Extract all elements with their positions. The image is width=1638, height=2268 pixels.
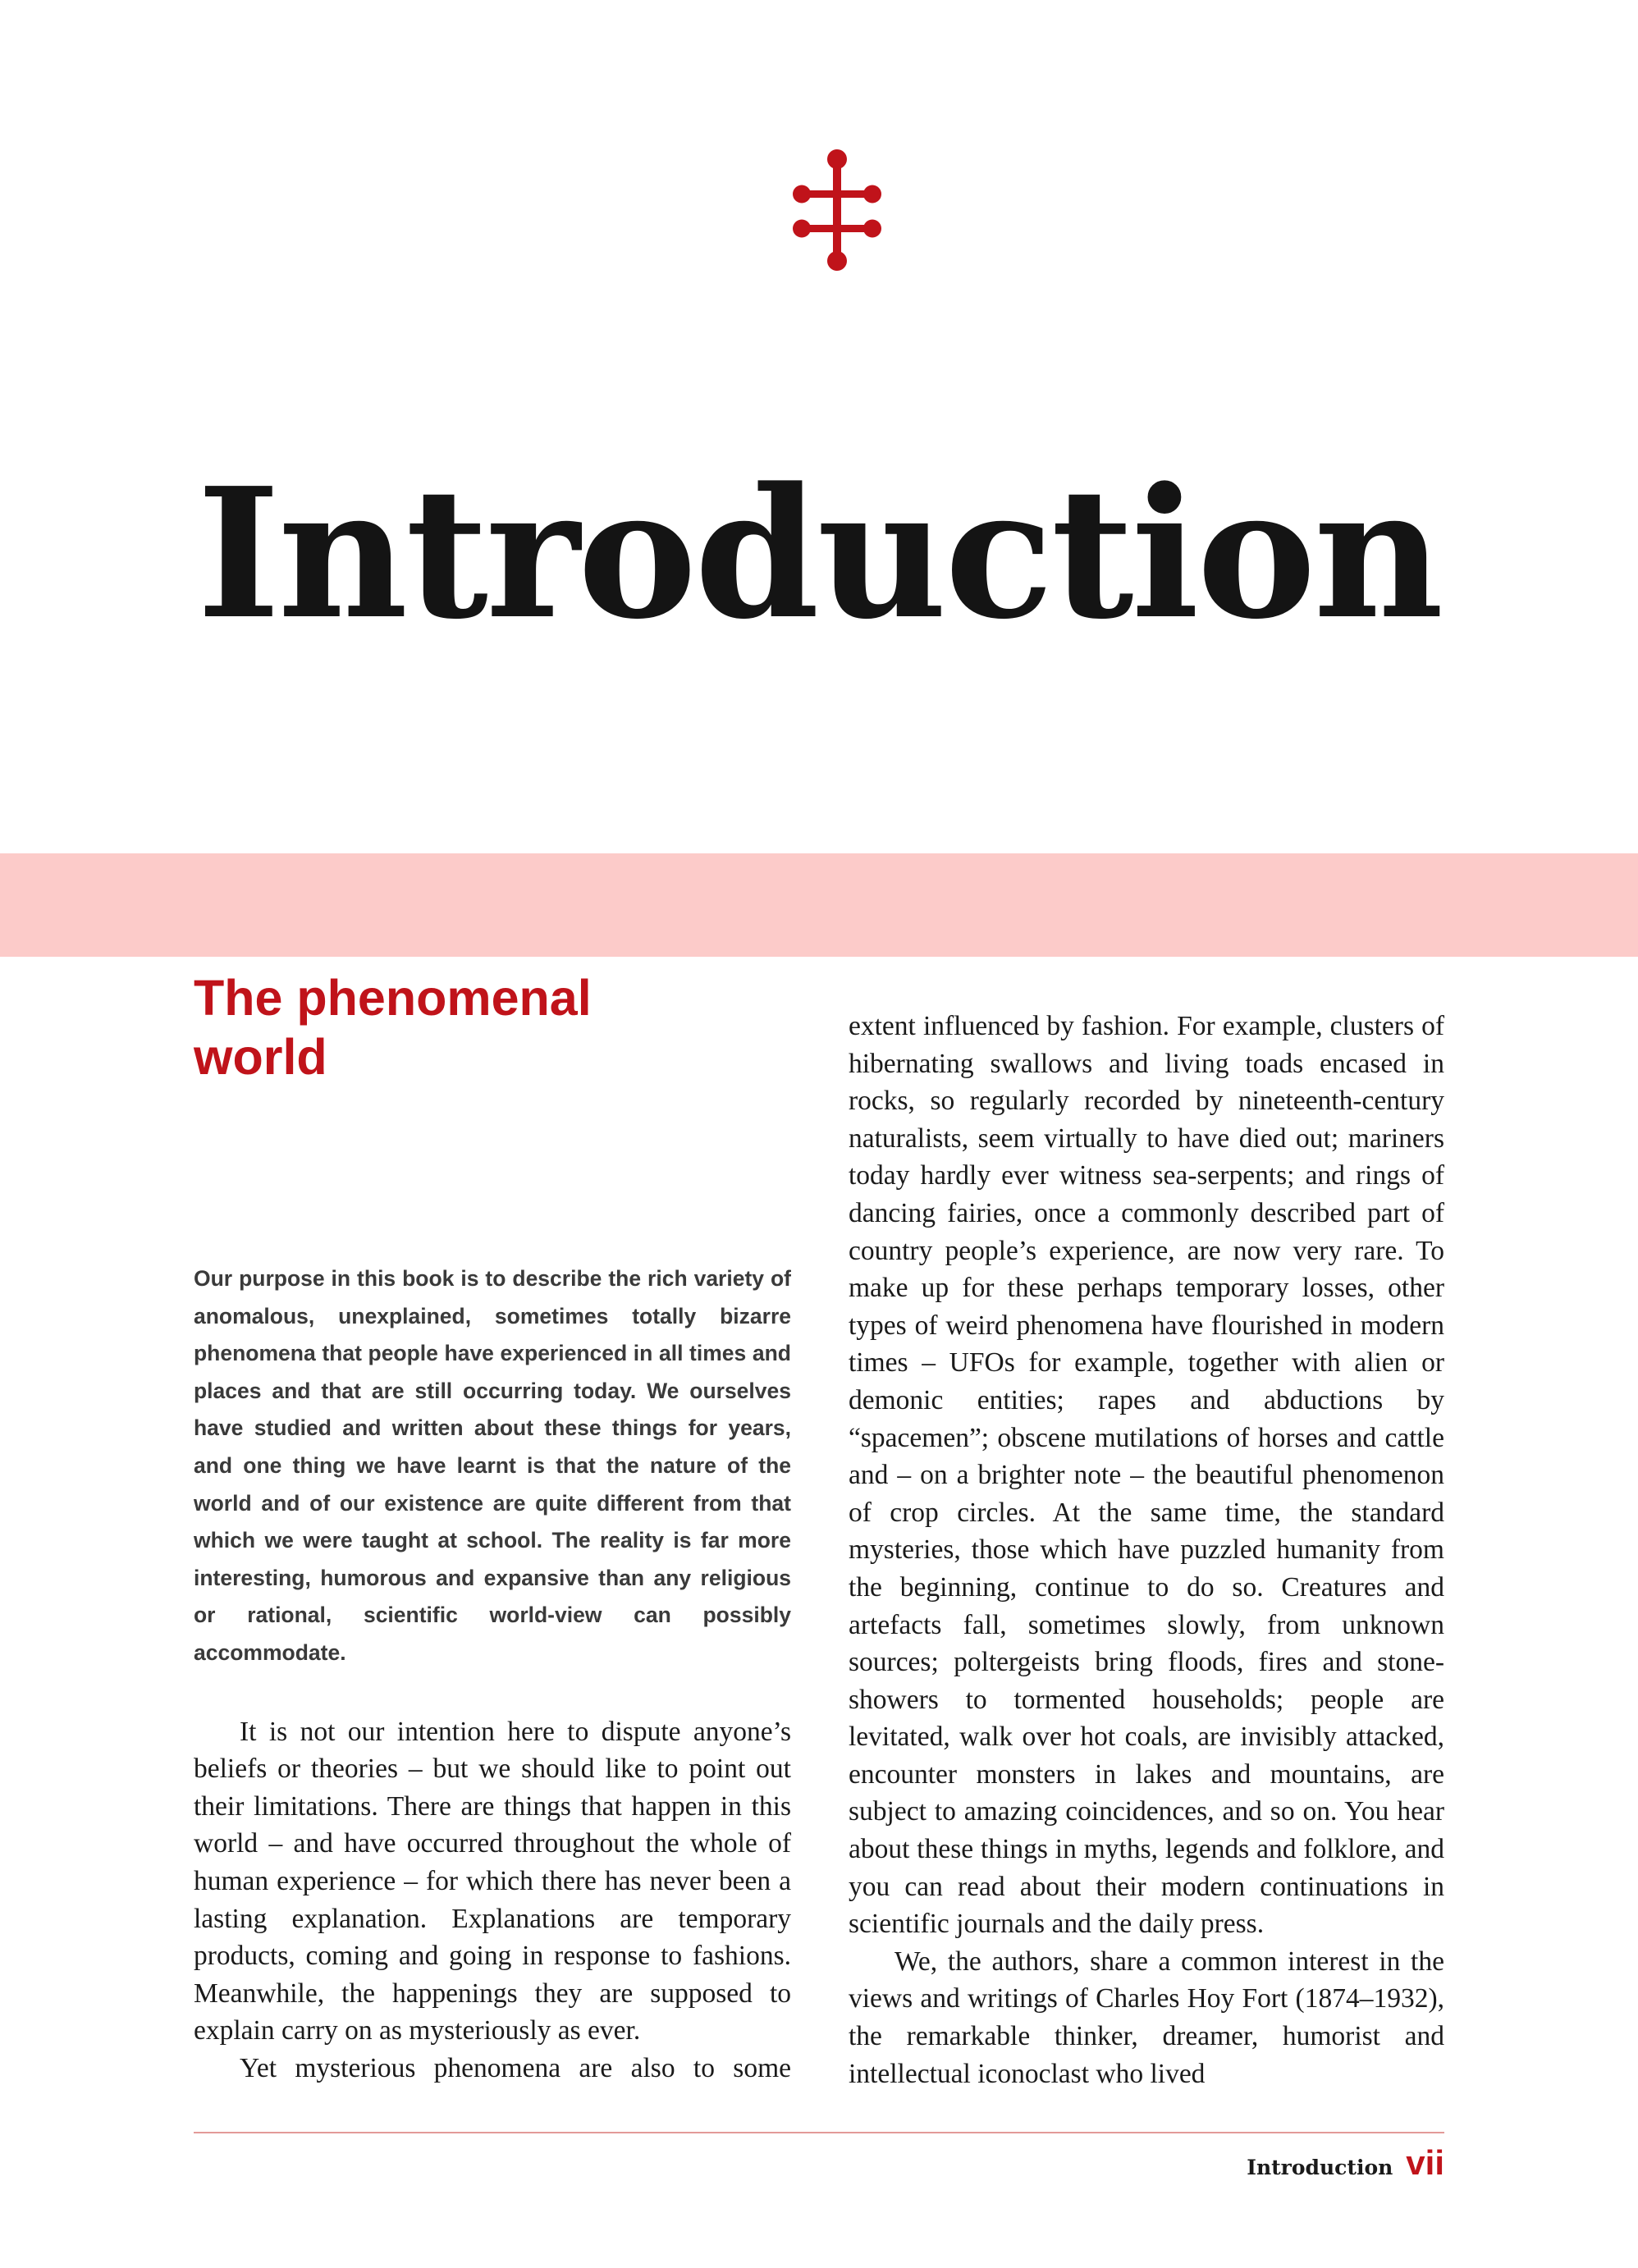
body-text-left bbox=[194, 1713, 791, 2087]
title-band bbox=[0, 853, 1638, 957]
page-title: Introduction bbox=[196, 449, 1442, 660]
left-column bbox=[194, 968, 791, 2087]
body-paragraph-1: It is not our intention here to dispute anyone’s beliefs or theories – but we should like to point out their limitations. There are things that happen in this world – and have occurred throughout the whole of human experience – for which there has never been a lasting explanation. Explanations are temporary products, coming and going in response to fashions. Meanwhile, the happenings they are supposed to explain carry on as mysteriously as ever. bbox=[194, 1716, 791, 2046]
footer-rule bbox=[194, 2132, 1444, 2133]
running-footer-title: Introduction bbox=[1247, 2156, 1393, 2179]
body-paragraph-2-continued: extent influenced by fashion. For example, clusters of hibernating swallows and living toads encased in rocks, so regularly recorded by nineteenth-century naturalists, seem virtually to have died out; mariners today hardly ever witness sea-serpents; and rings of dancing fairies, once a commonly described part of country people’s experience, are now very rare. To make up for these perhaps temporary losses, other types of weird phenomena have flourished in modern times – UFOs for example, together with alien or demonic entities; rapes and abductions by “spacemen”; obscene mutilations of horses and cattle and – on a brighter note – the beautiful phenomenon of crop circles. At the same time, the standard mysteries, those which have puzzled humanity from the beginning, continue to do so. Creatures and artefacts fall, sometimes slowly, from unknown sources; poltergeists bring floods, fires and stone-showers to tormented households; people are levitated, walk over hot coals, are invisibly attacked, encounter monsters in lakes and mountains, are subject to amazing coincidences, and so on. You hear about these things in myths, legends and folklore, and you can read about their modern continuations in scientific journals and the daily press. bbox=[849, 1011, 1444, 1940]
section-heading bbox=[194, 968, 791, 1086]
section-heading-line-2: world bbox=[194, 1029, 327, 1085]
footer bbox=[1247, 2143, 1444, 2183]
page-number: vii bbox=[1406, 2143, 1444, 2182]
body-paragraph-2: Yet mysterious phenomena are also to some bbox=[240, 2052, 791, 2083]
section-heading-line-1: The phenomenal bbox=[194, 970, 592, 1026]
body-paragraph-3: We, the authors, share a common interest in the views and writings of Charles Hoy Fort (1874–1932), the remarkable thinker, dreamer, humorist and intellectual iconoclast who lived bbox=[849, 1946, 1444, 2089]
right-column bbox=[849, 1008, 1444, 2092]
lede-paragraph: Our purpose in this book is to describe the rich variety of anomalous, unexplained, sometimes totally bizarre phenomena that people have experienced in all times and places and that are still occurring today. We ourselves have studied and written about these things for years, and one thing we have learnt is that the nature of the world and of our existence are quite different from that which we were taught at school. The reality is far more interesting, humorous and expansive than any religious or rational, scientific world-view can possibly accommodate. bbox=[194, 1266, 791, 1665]
double-dagger-icon bbox=[792, 148, 882, 271]
